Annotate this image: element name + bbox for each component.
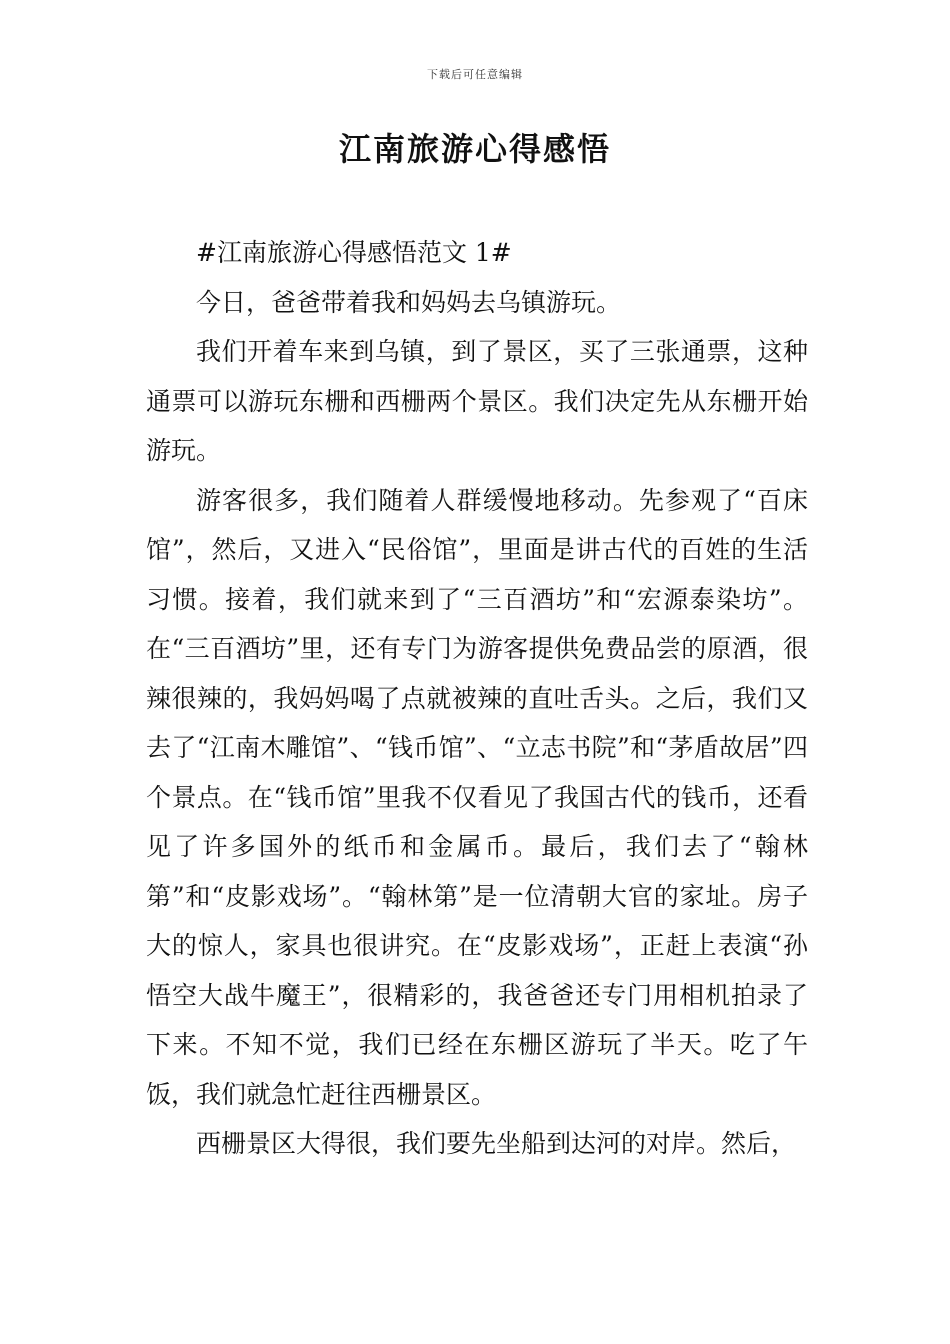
paragraph: 西栅景区大得很，我们要先坐船到达河的对岸。然后， [196, 1129, 797, 1158]
paragraph-heading: #江南旅游心得感悟范文 1# [196, 238, 512, 267]
header-note: 下载后可任意编辑 [427, 68, 523, 81]
paragraph: 游客很多，我们随着人群缓慢地移动。先参观了“百床馆”，然后，又进入“民俗馆”，里面是讲古代的百姓的生活习惯。接着，我们就来到了“三百酒坊”和“宏源泰染坊”。在“三百酒坊”里，还有专门为游客提供免费品尝的原酒，很辣很辣的，我妈妈喝了点就被辣的直吐舌头。之后，我们又去了“江南木雕馆”、“钱币馆”、“立志书院”和“茅盾故居”四个景点。在“钱币馆”里我不仅看见了我国古代的钱币，还看见了许多国外的纸币和金属币。最后，我们去了“翰林第”和“皮影戏场”。“翰林第”是一位清朝大官的家址。房子大的惊人，家具也很讲究。在“皮影戏场”，正赶上表演“孙悟空大战牛魔王”，很精彩的，我爸爸还专门用相机拍录了下来。不知不觉，我们已经在东栅区游玩了半天。吃了午饭，我们就急忙赶往西栅景区。 [146, 485, 808, 1109]
document-title: 江南旅游心得感悟 [338, 130, 611, 168]
paragraph: 今日，爸爸带着我和妈妈去乌镇游玩。 [196, 287, 622, 317]
document-body [146, 228, 808, 1169]
paragraph: 我们开着车来到乌镇，到了景区，买了三张通票，这种通票可以游玩东栅和西栅两个景区。我们决定先从东栅开始游玩。 [146, 337, 808, 465]
